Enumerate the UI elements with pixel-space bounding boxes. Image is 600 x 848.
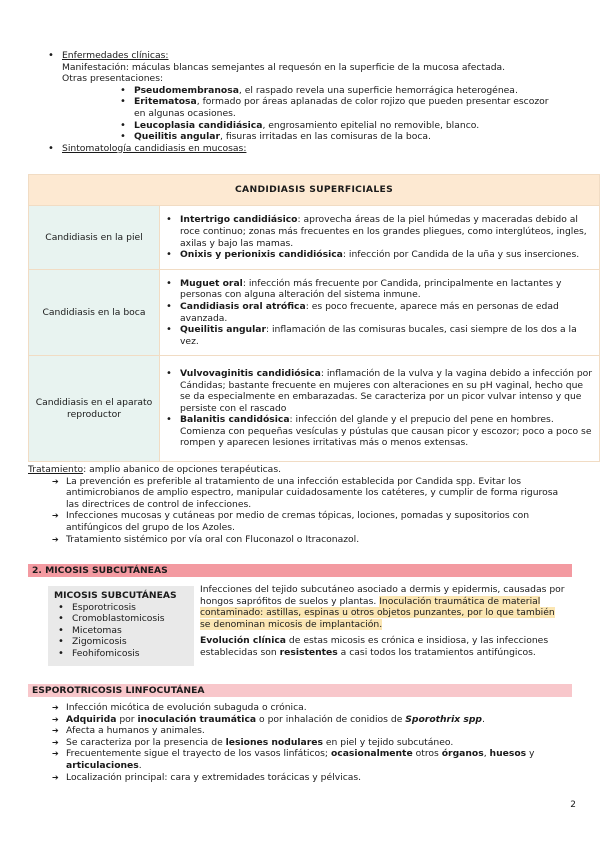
row-content xyxy=(160,206,600,270)
list-item: • Intertrigo candidiásico: aprovecha áreas de la piel húmedas y maceradas debido al roce continuo; zonas más frecuentes en los grandes pliegues, como interglúteos, ingles, axilas y bajo las mamas. xyxy=(166,214,593,249)
micosis-paragraphs xyxy=(200,584,568,659)
micosis-box xyxy=(48,586,194,666)
list-item: • Queilitis angular: inflamación de las comisuras bucales, casi siempre de los dos a la vez. xyxy=(166,324,593,347)
tratamiento-heading: Tratamiento: amplio abanico de opciones terapéuticas. xyxy=(28,464,282,475)
list-item: • Micetomas xyxy=(58,625,190,637)
list-item: ➔ Infección micótica de evolución subaguda o crónica. xyxy=(48,702,568,714)
section-title: 2. MICOSIS SUBCUTÁNEAS xyxy=(28,564,572,577)
list-item: • Feohifomicosis xyxy=(58,648,190,660)
list-item: ➔ Adquirida por inoculación traumática o por inhalación de conidios de Sporothrix spp. xyxy=(48,714,568,726)
list-item: • Eritematosa, formado por áreas aplanadas de color rojizo que pueden presentar escozor en algunas ocasiones. xyxy=(120,96,560,119)
list-item: • Zigomicosis xyxy=(58,636,190,648)
row-content xyxy=(160,270,600,356)
row-label: Candidiasis en el aparato reproductor xyxy=(29,356,160,462)
row-label: Candidiasis en la piel xyxy=(29,206,160,270)
list-item: ➔ Localización principal: cara y extremidades torácicas y pélvicas. xyxy=(48,772,568,784)
list-item: • Balanitis candidósica: infección del glande y el prepucio del pene en hombres. Comienza con pequeñas vesículas y pústulas que causan picor y escozor; poco a poco se rompen y aparecen lesiones irritativas más o menos extensas. xyxy=(166,414,593,449)
paragraph: Evolución clínica de estas micosis es crónica e insidiosa, y las infecciones establecidas son resistentes a casi todos los tratamientos antifúngicos. xyxy=(200,635,549,658)
list-item: ➔ Afecta a humanos y animales. xyxy=(48,725,568,737)
section-title: ESPOROTRICOSIS LINFOCUTÁNEA xyxy=(28,684,572,697)
enfermedades-block xyxy=(48,50,568,154)
tratamiento-block xyxy=(28,464,572,545)
list-item: ➔ Tratamiento sistémico por vía oral con Fluconazol o Itraconazol. xyxy=(48,534,572,546)
row-content xyxy=(160,356,600,462)
presentaciones-list xyxy=(48,85,560,143)
list-item: • Onixis y perionixis candidiósica: infección por Candida de la uña y sus inserciones. xyxy=(166,249,593,261)
list-item: • Muguet oral: infección más frecuente por Candida, principalmente en lactantes y personas con alguna alteración del sistema inmune. xyxy=(166,278,593,301)
list-item: ➔ Infecciones mucosas y cutáneas por medio de cremas tópicas, lociones, pomadas y supositorios con antifúngicos del grupo de los Azoles. xyxy=(48,510,572,533)
list-item: • Pseudomembranosa, el raspado revela una superficie hemorrágica heterogénea. xyxy=(120,85,560,97)
list-item: ➔ Se caracteriza por la presencia de lesiones nodulares en piel y tejido subcutáneo. xyxy=(48,737,568,749)
enfermedades-heading: • Enfermedades clínicas: xyxy=(48,50,568,62)
sintomatologia-heading: • Sintomatología candidiasis en mucosas: xyxy=(48,143,568,155)
list-item: • Queilitis angular, fisuras irritadas en las comisuras de la boca. xyxy=(120,131,560,143)
page-number: 2 xyxy=(570,800,576,811)
candidiasis-table xyxy=(28,174,600,462)
list-item: ➔ Frecuentemente sigue el trayecto de los vasos linfáticos; ocasionalmente otros órganos, huesos y articulaciones. xyxy=(48,748,568,771)
list-item: • Vulvovaginitis candidiósica: inflamación de la vulva y la vagina debido a infección por Cándidas; bastante frecuente en mujeres con alteraciones en su pH vaginal, hecho que se da especialmente en embarazadas. Se caracteriza por un picor vulvar intenso y que persiste con el rascado xyxy=(166,368,593,414)
row-label: Candidiasis en la boca xyxy=(29,270,160,356)
box-title: MICOSIS SUBCUTÁNEAS xyxy=(54,590,177,601)
esporotricosis-list xyxy=(48,702,568,783)
paragraph: Infecciones del tejido subcutáneo asociado a dermis y epidermis, causadas por hongos saprófitos de suelos y plantas. Inoculación traumática de material contaminado: astillas, espinas u otros objetos punzantes, por lo que también se denominan micosis de implantación. xyxy=(200,584,565,630)
list-item: • Esporotricosis xyxy=(58,602,190,614)
list-item: ➔ La prevención es preferible al tratamiento de una infección establecida por Candida spp. Evitar los antimicrobianos de amplio espectro, manipular cuidadosamente los catéteres, y cumplir de forma rigurosa las directrices de control de infecciones. xyxy=(48,476,572,511)
table-header: CANDIDIASIS SUPERFICIALES xyxy=(29,175,600,206)
manifestacion-text: Manifestación: máculas blancas semejantes al requesón en la superficie de la mucosa afectada. xyxy=(62,61,506,73)
otras-text: Otras presentaciones: xyxy=(62,73,164,85)
list-item: • Leucoplasia candidiásica, engrosamiento epitelial no removible, blanco. xyxy=(120,120,560,132)
list-item: • Cromoblastomicosis xyxy=(58,613,190,625)
list-item: • Candidiasis oral atrófica: es poco frecuente, aparece más en personas de edad avanzada. xyxy=(166,301,593,324)
